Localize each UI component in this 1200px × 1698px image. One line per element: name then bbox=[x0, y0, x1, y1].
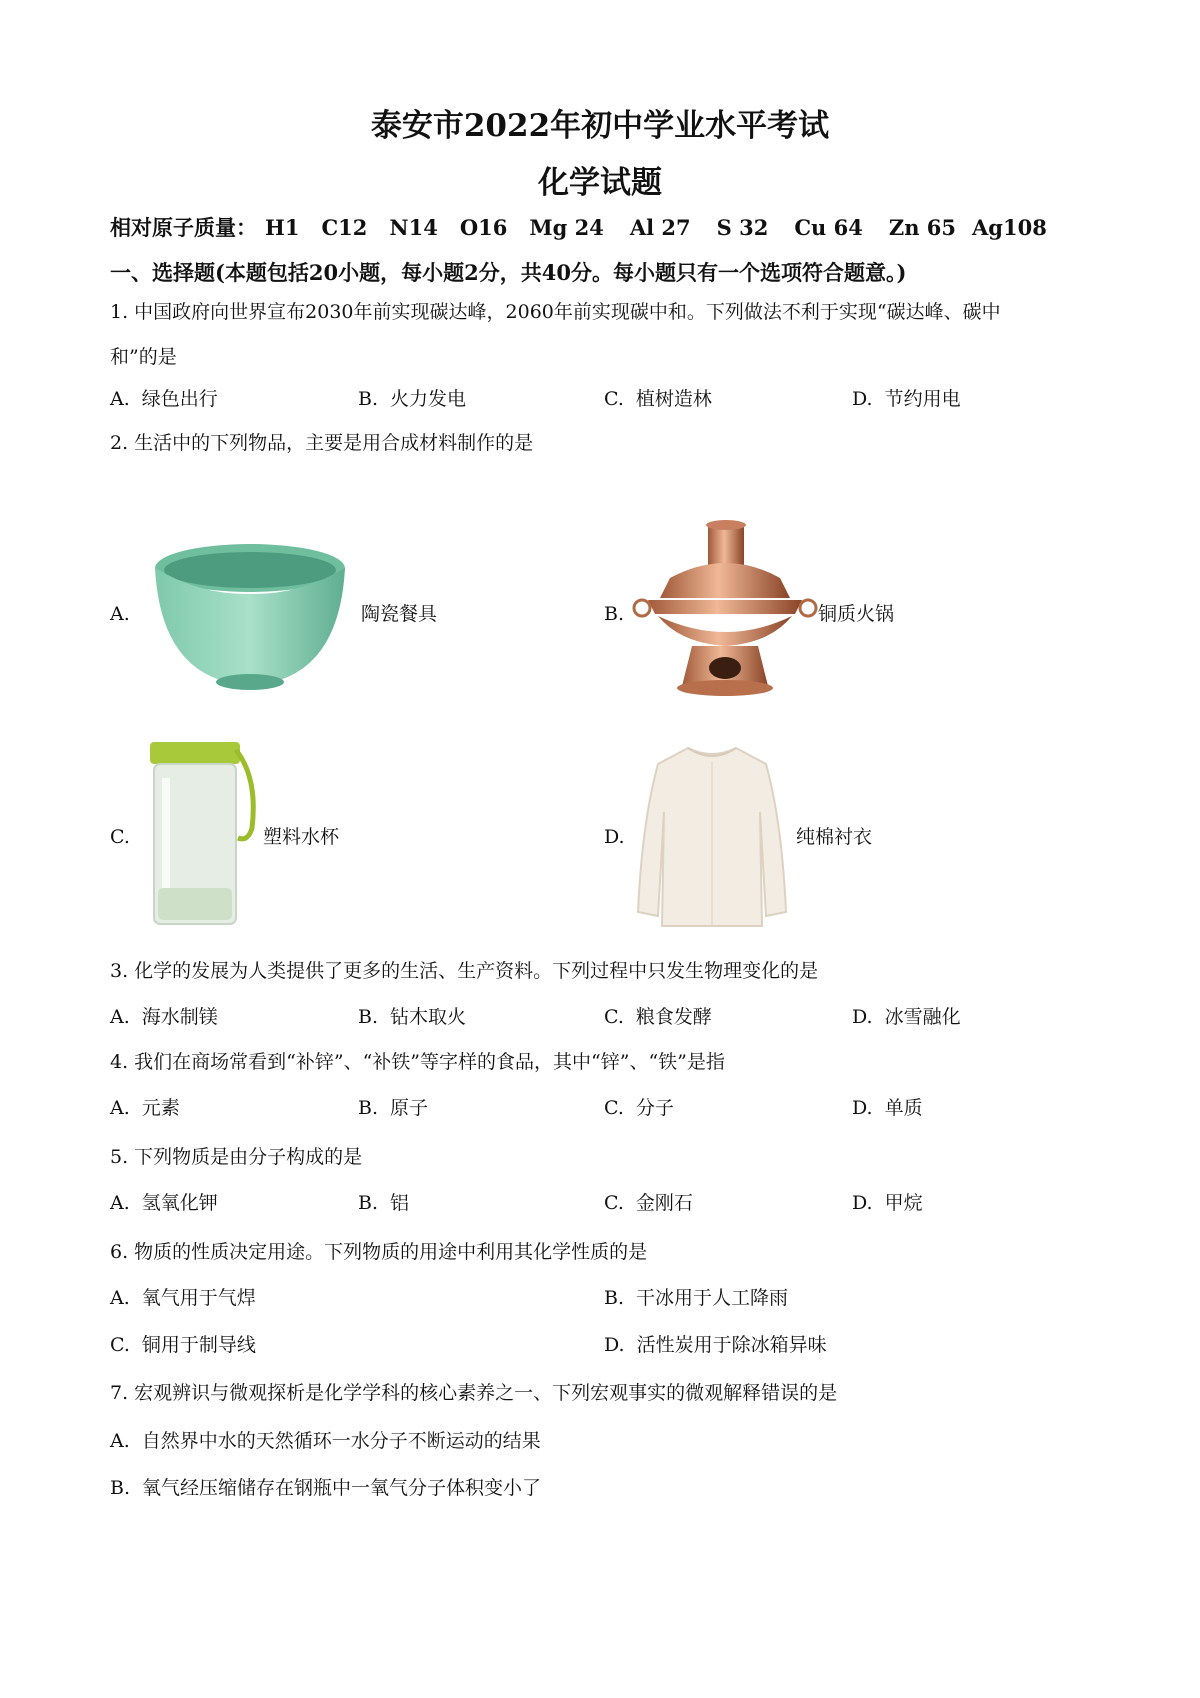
atomic-masses-label: 相对原子质量： bbox=[110, 215, 257, 240]
question-5-option-d[interactable]: D. 甲烷 bbox=[852, 1192, 923, 1214]
question-6-option-c[interactable]: C. 铜用于制导线 bbox=[110, 1334, 256, 1356]
question-4-option-d[interactable]: D. 单质 bbox=[852, 1097, 923, 1119]
question-1-stem-line1: 1. 中国政府向世界宣布2030年前实现碳达峰，2060年前实现碳中和。下列做法不利于实现“碳达峰、碳中 bbox=[110, 301, 1001, 323]
question-2-option-c-text: 塑料水杯 bbox=[263, 826, 340, 848]
question-6-stem: 6. 物质的性质决定用途。下列物质的用途中利用其化学性质的是 bbox=[110, 1241, 648, 1263]
atomic-mass-zn: Zn 65 bbox=[888, 215, 956, 240]
question-1-option-b[interactable]: B. 火力发电 bbox=[358, 388, 467, 410]
question-3-option-c[interactable]: C. 粮食发酵 bbox=[604, 1006, 712, 1028]
question-2-option-d-text: 纯棉衬衣 bbox=[796, 826, 873, 848]
atomic-mass-c: C12 bbox=[321, 215, 368, 240]
atomic-mass-h: H1 bbox=[265, 215, 300, 240]
page-title: 泰安市2022年初中学业水平考试 bbox=[370, 108, 830, 144]
question-4-option-b[interactable]: B. 原子 bbox=[358, 1097, 429, 1119]
question-3-option-b[interactable]: B. 钻木取火 bbox=[358, 1006, 467, 1028]
question-1-option-d[interactable]: D. 节约用电 bbox=[852, 388, 961, 410]
question-2-option-d-letter[interactable]: D. bbox=[604, 826, 625, 848]
question-5-option-a[interactable]: A. 氢氧化钾 bbox=[110, 1192, 218, 1214]
question-6-option-b[interactable]: B. 干冰用于人工降雨 bbox=[604, 1287, 789, 1309]
section-heading: 一、选择题(本题包括20小题，每小题2分，共40分。每小题只有一个选项符合题意。) bbox=[110, 260, 907, 285]
question-2-option-a-letter[interactable]: A. bbox=[110, 603, 130, 625]
question-4-stem: 4. 我们在商场常看到“补锌”、“补铁”等字样的食品，其中“锌”、“铁”是指 bbox=[110, 1051, 725, 1073]
atomic-mass-o: O16 bbox=[459, 215, 508, 240]
atomic-mass-mg: Mg 24 bbox=[529, 215, 604, 240]
question-7-option-a[interactable]: A. 自然界中水的天然循环一水分子不断运动的结果 bbox=[110, 1430, 541, 1452]
question-6-option-d[interactable]: D. 活性炭用于除冰箱异味 bbox=[604, 1334, 827, 1356]
atomic-mass-s: S 32 bbox=[716, 215, 769, 240]
question-4-option-a[interactable]: A. 元素 bbox=[110, 1097, 180, 1119]
question-3-option-a[interactable]: A. 海水制镁 bbox=[110, 1006, 218, 1028]
question-4-option-c[interactable]: C. 分子 bbox=[604, 1097, 674, 1119]
question-1-stem-line2: 和”的是 bbox=[110, 346, 177, 368]
plastic-cup-image bbox=[140, 738, 260, 930]
ceramic-bowl-image bbox=[140, 540, 350, 700]
atomic-mass-al: Al 27 bbox=[629, 215, 691, 240]
question-3-option-d[interactable]: D. 冰雪融化 bbox=[852, 1006, 961, 1028]
atomic-mass-ag: Ag108 bbox=[972, 215, 1047, 240]
question-2-option-a-text: 陶瓷餐具 bbox=[361, 603, 438, 625]
copper-hotpot-image bbox=[630, 518, 820, 708]
atomic-mass-cu: Cu 64 bbox=[794, 215, 863, 240]
question-5-option-b[interactable]: B. 铝 bbox=[358, 1192, 410, 1214]
question-2-option-b-letter[interactable]: B. bbox=[604, 603, 625, 625]
question-5-stem: 5. 下列物质是由分子构成的是 bbox=[110, 1146, 363, 1168]
question-2-option-b-text: 铜质火锅 bbox=[818, 603, 895, 625]
atomic-mass-n: N14 bbox=[389, 215, 438, 240]
atomic-masses-line bbox=[110, 212, 1047, 242]
page-subtitle: 化学试题 bbox=[538, 165, 662, 201]
question-3-stem: 3. 化学的发展为人类提供了更多的生活、生产资料。下列过程中只发生物理变化的是 bbox=[110, 960, 819, 982]
question-7-option-b[interactable]: B. 氧气经压缩储存在钢瓶中一氧气分子体积变小了 bbox=[110, 1477, 542, 1499]
question-2-option-c-letter[interactable]: C. bbox=[110, 826, 130, 848]
cotton-shirt-image bbox=[636, 742, 788, 930]
question-5-option-c[interactable]: C. 金刚石 bbox=[604, 1192, 693, 1214]
question-7-stem: 7. 宏观辨识与微观探析是化学学科的核心素养之一、下列宏观事实的微观解释错误的是 bbox=[110, 1382, 838, 1404]
question-6-option-a[interactable]: A. 氧气用于气焊 bbox=[110, 1287, 256, 1309]
question-2-stem: 2. 生活中的下列物品，主要是用合成材料制作的是 bbox=[110, 432, 534, 454]
question-1-option-a[interactable]: A. 绿色出行 bbox=[110, 388, 218, 410]
question-1-option-c[interactable]: C. 植树造林 bbox=[604, 388, 712, 410]
